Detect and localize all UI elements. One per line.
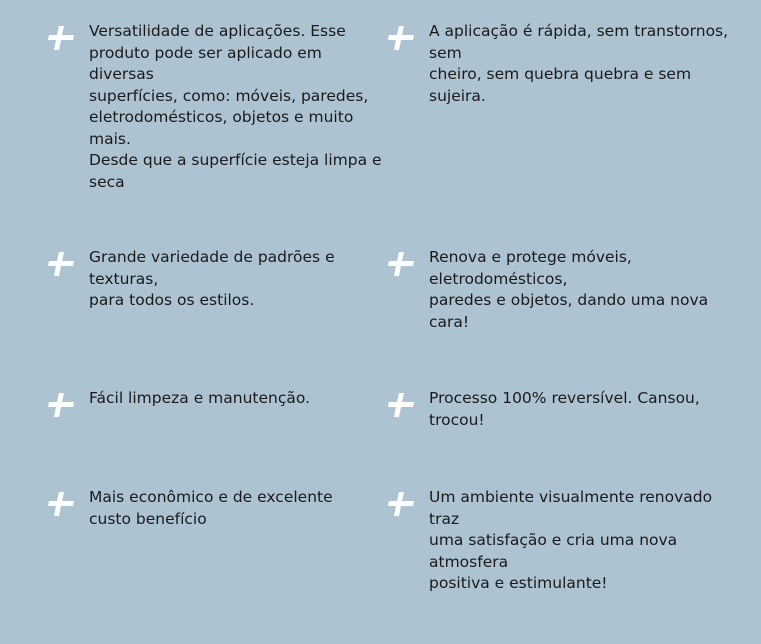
benefit-text: Renova e protege móveis, eletrodomésticos, paredes e objetos, dando uma nova cara! xyxy=(429,248,709,331)
plus-icon xyxy=(48,250,76,278)
plus-icon xyxy=(388,24,416,52)
plus-icon xyxy=(48,24,76,52)
plus-icon xyxy=(388,250,416,278)
benefit-text: Grande variedade de padrões e texturas, para todos os estilos. xyxy=(89,248,335,309)
benefit-text: Processo 100% reversível. Cansou, trocou! xyxy=(429,389,700,429)
plus-icon xyxy=(48,391,76,419)
plus-icon xyxy=(388,490,416,518)
benefit-text: Um ambiente visualmente renovado traz uma satisfação e cria uma nova atmosfera positiva e estimulante! xyxy=(429,488,713,592)
benefit-text: Mais econômico e de excelente custo benefício xyxy=(89,488,333,528)
benefit-text: Fácil limpeza e manutenção. xyxy=(89,389,311,407)
benefit-text: A aplicação é rápida, sem transtornos, sem cheiro, sem quebra quebra e sem sujeira. xyxy=(429,22,729,105)
plus-icon xyxy=(48,490,76,518)
benefit-text: Versatilidade de aplicações. Esse produto pode ser aplicado em diversas superfícies, como: móveis, paredes, eletrodomésticos, objetos e muito mais. Desde que a superfície esteja limpa e seca xyxy=(89,22,382,191)
plus-icon xyxy=(388,391,416,419)
